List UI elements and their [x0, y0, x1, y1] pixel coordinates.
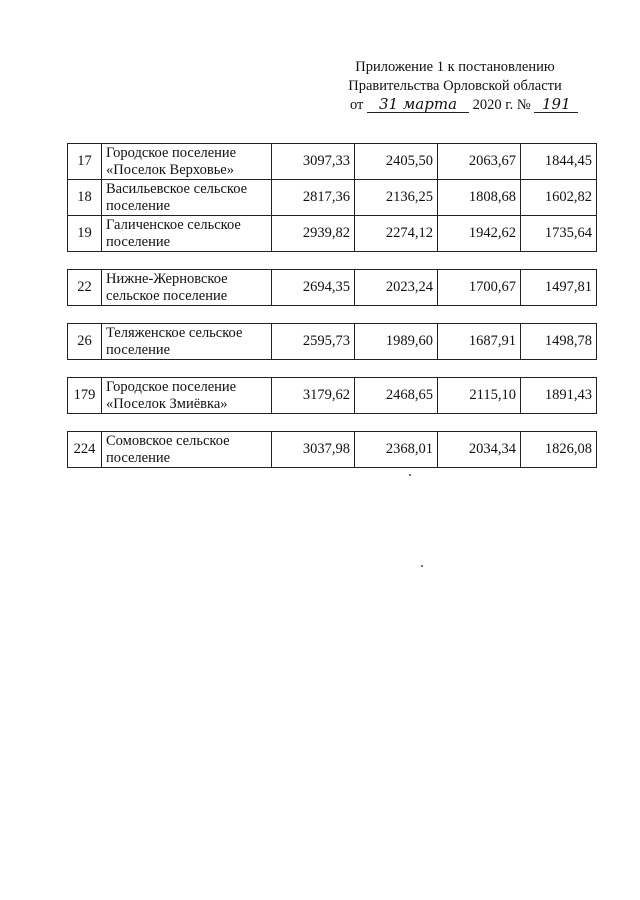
- value-4: 1826,08: [521, 432, 597, 468]
- row-number: 179: [68, 378, 102, 414]
- settlement-name: Сомовское сельское поселение: [102, 432, 272, 468]
- value-1: 3179,62: [272, 378, 355, 414]
- table-row: [68, 180, 597, 216]
- value-1: 2939,82: [272, 216, 355, 252]
- value-1: 2817,36: [272, 180, 355, 216]
- table-row: [68, 270, 597, 306]
- value-1: 2694,35: [272, 270, 355, 306]
- value-2: 2023,24: [355, 270, 438, 306]
- value-1: 3097,33: [272, 144, 355, 180]
- date-number-line: [330, 96, 580, 115]
- row-number: 18: [68, 180, 102, 216]
- settlement-name: Городское поселение «Поселок Верховье»: [102, 144, 272, 180]
- table-gap: [67, 306, 596, 323]
- value-3: 1700,67: [438, 270, 521, 306]
- settlement-table: [67, 431, 597, 468]
- table-row: [68, 378, 597, 414]
- settlement-name: Теляженское сельское поселение: [102, 324, 272, 360]
- settlement-table: [67, 377, 597, 414]
- table-row: [68, 216, 597, 252]
- table-gap: [67, 252, 596, 269]
- settlement-name: Галиченское сельское поселение: [102, 216, 272, 252]
- value-2: 1989,60: [355, 324, 438, 360]
- row-number: 224: [68, 432, 102, 468]
- value-2: 2136,25: [355, 180, 438, 216]
- value-4: 1735,64: [521, 216, 597, 252]
- settlement-name: Нижне-Жерновское сельское поселение: [102, 270, 272, 306]
- value-1: 2595,73: [272, 324, 355, 360]
- value-3: 2063,67: [438, 144, 521, 180]
- settlement-table: [67, 143, 597, 252]
- handwritten-number: 191: [534, 96, 578, 113]
- scan-speck: [409, 474, 411, 476]
- value-3: 1687,91: [438, 324, 521, 360]
- row-number: 17: [68, 144, 102, 180]
- row-number: 19: [68, 216, 102, 252]
- table-row: [68, 144, 597, 180]
- value-2: 2274,12: [355, 216, 438, 252]
- value-2: 2468,65: [355, 378, 438, 414]
- handwritten-date: 31 марта: [367, 96, 469, 113]
- value-3: 1942,62: [438, 216, 521, 252]
- value-4: 1602,82: [521, 180, 597, 216]
- table-gap: [67, 360, 596, 377]
- scan-speck: [421, 565, 423, 567]
- document-header: [330, 58, 580, 115]
- value-2: 2368,01: [355, 432, 438, 468]
- row-number: 22: [68, 270, 102, 306]
- year-number-label: 2020 г. №: [472, 97, 531, 113]
- settlement-name: Васильевское сельское поселение: [102, 180, 272, 216]
- value-3: 2034,34: [438, 432, 521, 468]
- table-row: [68, 432, 597, 468]
- value-4: 1498,78: [521, 324, 597, 360]
- government-name: Правительства Орловской области: [348, 78, 562, 94]
- tariff-tables: [67, 143, 596, 468]
- settlement-table: [67, 323, 597, 360]
- value-4: 1497,81: [521, 270, 597, 306]
- date-prefix: от: [350, 97, 364, 113]
- value-3: 1808,68: [438, 180, 521, 216]
- value-4: 1844,45: [521, 144, 597, 180]
- table-row: [68, 324, 597, 360]
- value-1: 3037,98: [272, 432, 355, 468]
- appendix-title: Приложение 1 к постановлению: [355, 59, 555, 75]
- value-3: 2115,10: [438, 378, 521, 414]
- value-2: 2405,50: [355, 144, 438, 180]
- settlement-name: Городское поселение «Поселок Змиёвка»: [102, 378, 272, 414]
- table-gap: [67, 414, 596, 431]
- value-4: 1891,43: [521, 378, 597, 414]
- row-number: 26: [68, 324, 102, 360]
- settlement-table: [67, 269, 597, 306]
